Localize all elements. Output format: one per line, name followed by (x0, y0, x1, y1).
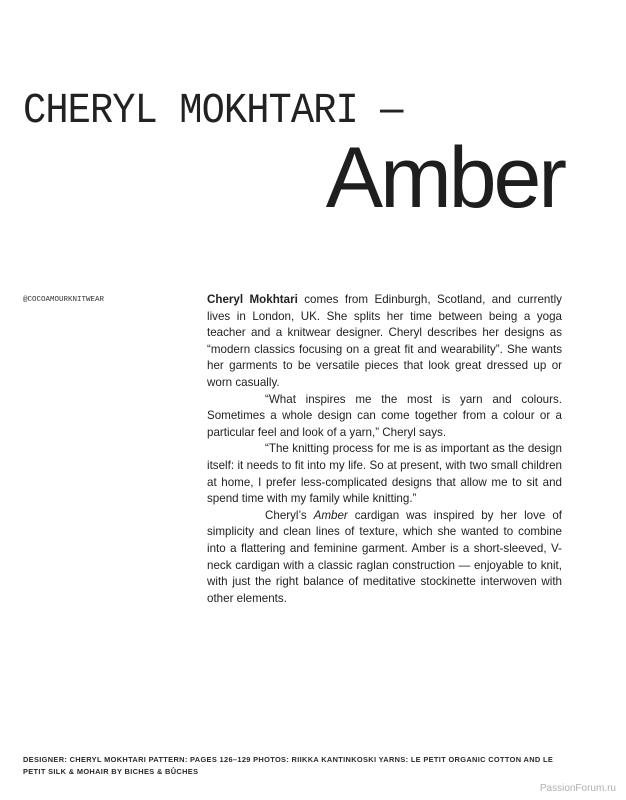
paragraph-4-text: cardigan was inspired by her love of simplicity and clean lines of texture, which she wanted to combine into a flattering and feminine garment. Amber is a short-sleeved, V-neck cardigan with a classic raglan construction — enjoyable to knit, with just the right balance of meditative stockinette interwoven with other elements. (207, 508, 562, 605)
design-title-heading: Amber (325, 130, 564, 226)
site-watermark: PassionForum.ru (539, 783, 616, 794)
credits-line: DESIGNER: CHERYL MOKHTARI PATTERN: PAGES 126–129 PHOTOS: RIIKKA KANTINKOSKI YARNS: LE PETIT ORGANIC COTTON AND LE PETIT SILK & MOHAIR BY BICHES & BÛCHES (23, 755, 554, 776)
pattern-title-inline: Amber (313, 508, 348, 522)
article-body (207, 292, 562, 607)
paragraph-2-text: “What inspires me the most is yarn and colours. Sometimes a whole design can come together from a colour or a particular feel and look of a yarn,” Cheryl says. (207, 392, 562, 439)
article-paragraph-2 (207, 392, 562, 442)
paragraph-3-text: “The knitting process for me is as important as the design itself: it needs to fit into my life. So at present, with two small children at home, I prefer less-complicated designs that allow me to sit and spend time with my family while knitting.” (207, 442, 562, 506)
article-paragraph-3 (207, 441, 562, 507)
paragraph-4-prefix: Cheryl’s (265, 508, 314, 522)
designer-name-inline: Cheryl Mokhtari (207, 293, 298, 306)
article-paragraph-4 (207, 508, 562, 608)
article-paragraph-1 (207, 292, 562, 392)
designer-name-heading: CHERYL MOKHTARI — (23, 86, 403, 135)
paragraph-1-text: comes from Edinburgh, Scotland, and currently lives in London, UK. She splits her time between being a yoga teacher and a knitwear designer. Cheryl describes her designs as “modern classics focusing on a great fit and wearability”. She wants her garments to be versatile pieces that look great dressed up or worn casually. (207, 293, 562, 389)
instagram-handle: @COCOAMOURKNITWEAR (23, 296, 105, 304)
